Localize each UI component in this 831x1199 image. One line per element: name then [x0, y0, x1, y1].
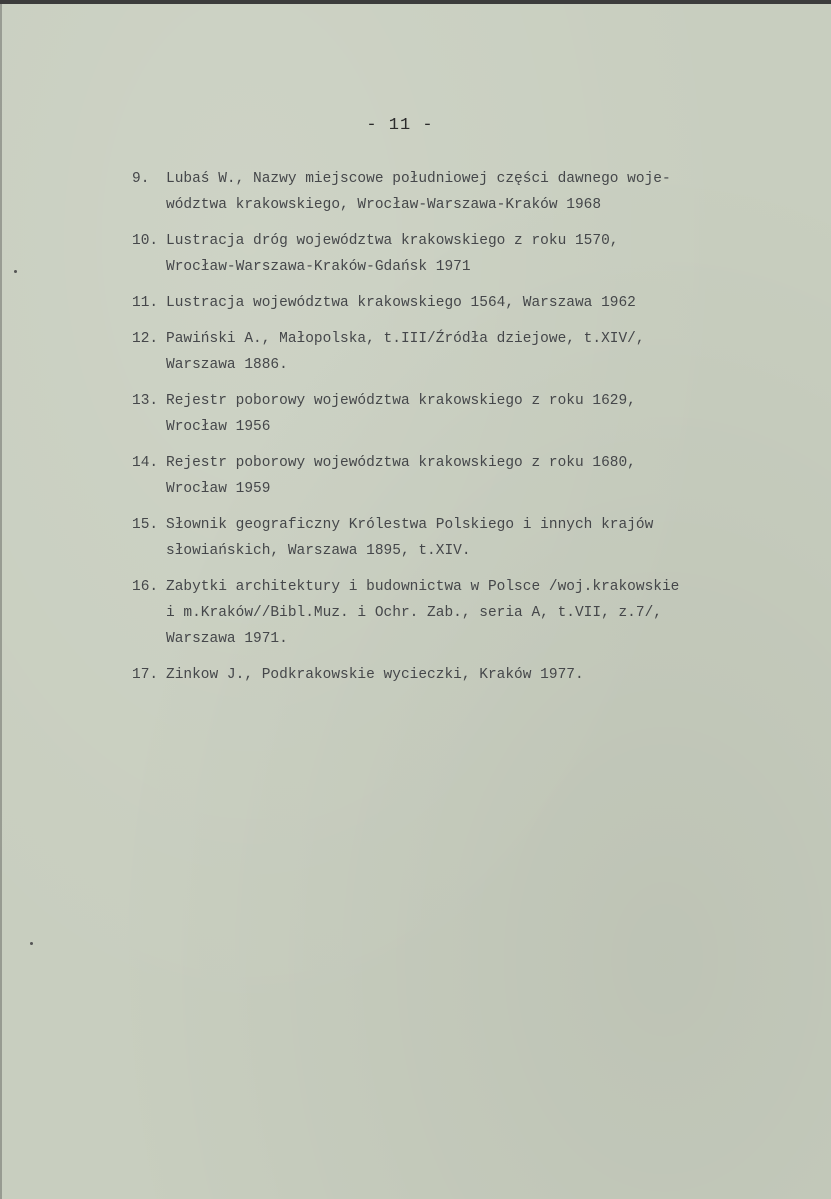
entry-text-line: Wrocław 1959	[166, 481, 271, 497]
entry-text-line: Lustracja województwa krakowskiego 1564, Warszawa 1962	[166, 295, 636, 311]
entry-text-line: słowiańskich, Warszawa 1895, t.XIV.	[166, 543, 471, 559]
bibliography-list	[110, 166, 790, 698]
entry-number: 13.	[132, 393, 159, 409]
entry-number: 10.	[132, 233, 159, 249]
page-number: - 11 -	[366, 116, 434, 135]
entry-number: 12.	[132, 331, 159, 347]
entry-number: 17.	[132, 667, 159, 683]
bibliography-entry	[110, 388, 790, 440]
entry-text-line: Zabytki architektury i budownictwa w Polsce /woj.krakowskie	[166, 579, 680, 595]
scan-top-edge	[0, 0, 831, 4]
entry-text-line: Wrocław-Warszawa-Kraków-Gdańsk 1971	[166, 259, 471, 275]
bibliography-entry	[110, 290, 790, 316]
entry-text-line: wództwa krakowskiego, Wrocław-Warszawa-Kraków 1968	[166, 197, 602, 213]
entry-text-line: Słownik geograficzny Królestwa Polskiego i innych krajów	[166, 517, 654, 533]
entry-text-line: Pawiński A., Małopolska, t.III/Źródła dziejowe, t.XIV/,	[166, 331, 645, 347]
bibliography-entry	[110, 450, 790, 502]
bibliography-entry	[110, 512, 790, 564]
scan-left-edge	[0, 0, 2, 1199]
bibliography-entry	[110, 166, 790, 218]
entry-number: 9.	[132, 171, 150, 187]
entry-number: 16.	[132, 579, 159, 595]
entry-text-line: Wrocław 1956	[166, 419, 271, 435]
bibliography-entry	[110, 326, 790, 378]
punch-mark	[30, 942, 33, 945]
entry-text-line: Warszawa 1971.	[166, 631, 288, 647]
entry-number: 11.	[132, 295, 159, 311]
entry-text-line: i m.Kraków//Bibl.Muz. i Ochr. Zab., seria A, t.VII, z.7/,	[166, 605, 662, 621]
entry-text-line: Rejestr poborowy województwa krakowskiego z roku 1629,	[166, 393, 636, 409]
entry-text-line: Warszawa 1886.	[166, 357, 288, 373]
bibliography-entry	[110, 228, 790, 280]
entry-text-line: Rejestr poborowy województwa krakowskiego z roku 1680,	[166, 455, 636, 471]
bibliography-entry	[110, 662, 790, 688]
entry-number: 15.	[132, 517, 159, 533]
entry-text-line: Lustracja dróg województwa krakowskiego z roku 1570,	[166, 233, 619, 249]
bibliography-entry	[110, 574, 790, 652]
entry-text-line: Lubaś W., Nazwy miejscowe południowej części dawnego woje-	[166, 171, 671, 187]
entry-number: 14.	[132, 455, 159, 471]
entry-text-line: Zinkow J., Podkrakowskie wycieczki, Kraków 1977.	[166, 667, 584, 683]
punch-mark	[14, 270, 17, 273]
